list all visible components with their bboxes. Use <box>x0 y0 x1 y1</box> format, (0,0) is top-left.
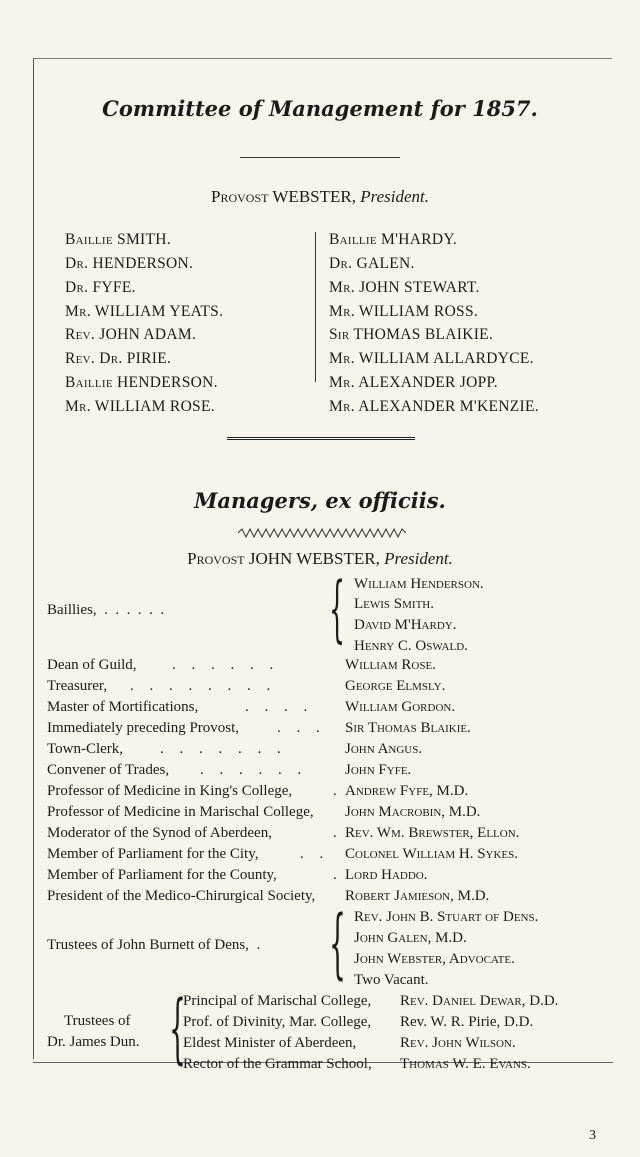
office-holder: Lord Haddo. <box>345 867 428 883</box>
office-label: Immediately preceding Provost, <box>47 720 240 736</box>
leader-dots: . . . . . . . <box>160 741 287 757</box>
office-label: Convener of Trades, <box>47 762 170 778</box>
committee-member: Baillie HENDERSON. <box>65 374 218 391</box>
leader-dots: . . . . <box>245 699 314 715</box>
committee-member: Mr. ALEXANDER M'KENZIE. <box>329 398 539 415</box>
committee-member: Mr. WILLIAM YEATS. <box>65 303 224 320</box>
committee-president-name: Provost WEBSTER, <box>210 187 356 206</box>
committee-member: Dr. GALEN. <box>329 255 415 272</box>
burnett-brace: { <box>329 898 346 987</box>
office-holder: Andrew Fyfe, M.D. <box>345 783 469 799</box>
section-rule <box>227 437 415 440</box>
committee-member: Mr. WILLIAM ALLARDYCE. <box>329 350 534 367</box>
baillie-name: Lewis Smith. <box>354 596 434 612</box>
baillies-brace: { <box>329 566 346 650</box>
burnett-trustee: Two Vacant. <box>354 972 429 988</box>
dun-trustee: Rev. Daniel Dewar, D.D. <box>400 993 559 1009</box>
office-holder: Rev. Wm. Brewster, Ellon. <box>345 825 520 841</box>
office-holder: Colonel William H. Sykes. <box>345 846 519 862</box>
baillie-name: Henry C. Oswald. <box>354 638 468 654</box>
office-label: Member of Parliament for the City, <box>47 846 259 862</box>
office-holder: John Angus. <box>345 741 423 757</box>
burnett-trustee: John Galen, M.D. <box>354 930 467 946</box>
dun-trustee: Rev. W. R. Pirie, D.D. <box>400 1014 534 1030</box>
leader-dots: . . <box>300 846 330 862</box>
committee-member: Baillie M'HARDY. <box>329 231 458 248</box>
office-holder: John Fyfe. <box>345 762 412 778</box>
dun-label-line-2: Dr. James Dun. <box>47 1034 140 1050</box>
leader-dots: . . . . . . . . <box>130 678 277 694</box>
managers-president-role: President. <box>384 549 453 568</box>
leader-dots: . . . . . . <box>172 657 280 673</box>
office-holder: Sir Thomas Blaikie. <box>345 720 471 736</box>
dun-trustee: Rev. John Wilson. <box>400 1035 516 1051</box>
burnett-trustee: Rev. John B. Stuart of Dens. <box>354 909 539 925</box>
committee-member: Mr. WILLIAM ROSE. <box>65 398 215 415</box>
committee-president <box>0 187 640 207</box>
baillie-name: William Henderson. <box>354 576 484 592</box>
managers-president <box>0 549 640 569</box>
office-label: Master of Mortifications, <box>47 699 199 715</box>
committee-president-role: President. <box>360 187 429 206</box>
office-label: Town-Clerk, <box>47 741 124 757</box>
dun-label-line-1: Trustees of <box>64 1013 131 1029</box>
committee-member: Mr. JOHN STEWART. <box>329 279 480 296</box>
dun-office: Prof. of Divinity, Mar. College, <box>183 1014 372 1030</box>
committee-member: Mr. WILLIAM ROSS. <box>329 303 479 320</box>
baillie-name: David M'Hardy. <box>354 617 457 633</box>
leader-dots: . <box>333 867 337 883</box>
office-holder: William Rose. <box>345 657 436 673</box>
office-label: Treasurer, <box>47 678 108 694</box>
office-label: President of the Medico-Chirurgical Society, <box>47 888 316 904</box>
committee-title: Committee of Management for 1857. <box>102 96 538 121</box>
office-holder: John Macrobin, M.D. <box>345 804 481 820</box>
committee-member: Baillie SMITH. <box>65 231 171 248</box>
committee-member: Sir THOMAS BLAIKIE. <box>329 326 494 343</box>
office-label: Professor of Medicine in Marischal College, <box>47 804 314 820</box>
burnett-label: Trustees of John Burnett of Dens, . <box>47 937 261 953</box>
dun-office: Principal of Marischal College, <box>183 993 372 1009</box>
committee-member: Rev. JOHN ADAM. <box>65 326 197 343</box>
committee-member: Rev. Dr. PIRIE. <box>65 350 172 367</box>
managers-president-name: Provost JOHN WEBSTER, <box>187 549 380 568</box>
page-number: 3 <box>589 1128 596 1143</box>
office-holder: William Gordon. <box>345 699 456 715</box>
wavy-ornament <box>238 528 406 538</box>
office-label: Dean of Guild, <box>47 657 137 673</box>
dun-office: Eldest Minister of Aberdeen, <box>183 1035 357 1051</box>
leader-dots: . <box>333 783 337 799</box>
office-label: Member of Parliament for the County, <box>47 867 277 883</box>
office-label: Professor of Medicine in King's College, <box>47 783 293 799</box>
leader-dots: . . . <box>277 720 326 736</box>
office-holder: George Elmsly. <box>345 678 446 694</box>
dun-brace: { <box>169 983 186 1072</box>
dun-trustee: Thomas W. E. Evans. <box>400 1056 531 1072</box>
burnett-trustee: John Webster, Advocate. <box>354 951 515 967</box>
committee-member: Dr. FYFE. <box>65 279 136 296</box>
title-rule <box>240 157 400 158</box>
office-label: Moderator of the Synod of Aberdeen, <box>47 825 272 841</box>
committee-member: Dr. HENDERSON. <box>65 255 194 272</box>
baillies-label: Baillies, . . . . . . <box>47 602 165 618</box>
leader-dots: . <box>333 825 337 841</box>
dun-office: Rector of the Grammar School, <box>183 1056 372 1072</box>
office-holder: Robert Jamieson, M.D. <box>345 888 490 904</box>
committee-member: Mr. ALEXANDER JOPP. <box>329 374 498 391</box>
leader-dots: . . . . . . <box>200 762 308 778</box>
managers-title: Managers, ex officiis. <box>194 488 446 513</box>
column-divider <box>315 232 316 382</box>
